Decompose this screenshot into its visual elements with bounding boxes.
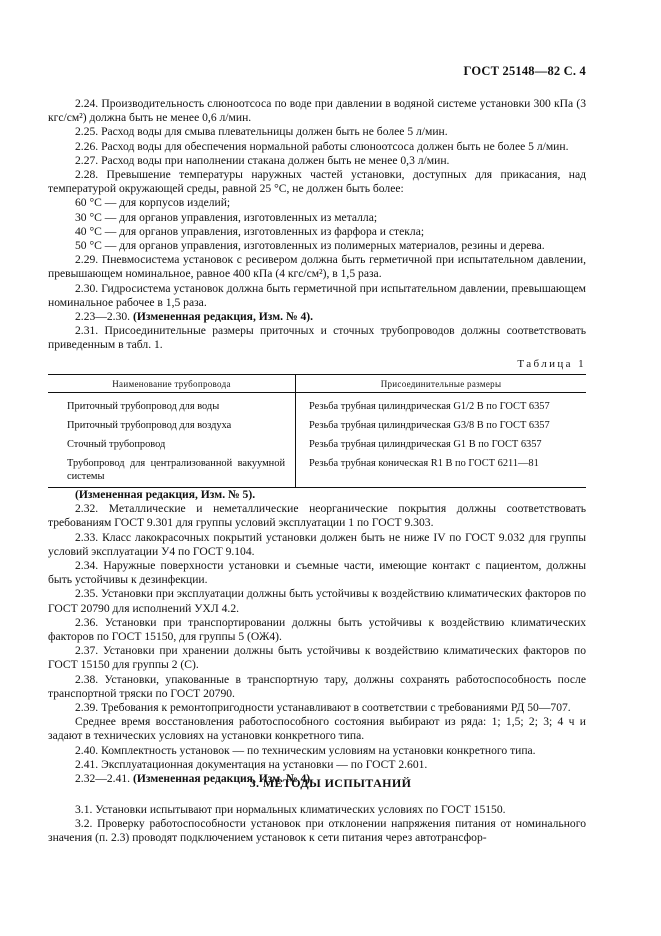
paragraph: 3.1. Установки испытывают при нормальных климатических условиях по ГОСТ 15150.	[75, 803, 506, 816]
paragraph: 40 °С — для органов управления, изготовленных из фарфора и стекла;	[75, 224, 425, 238]
paragraph: 2.35. Установки при эксплуатации должны быть устойчивы к воздействию климатических факторов по ГОСТ 20790 для исполнений УХЛ 4.2.	[48, 587, 586, 615]
paragraph: 30 °С — для органов управления, изготовленных из металла;	[75, 210, 378, 224]
paragraph: 2.24. Производительность слюноотсоса по воде при давлении в водяной системе установки 300 кПа (3 кгс/см²) должна быть не менее 0,6 л/мин.	[48, 97, 586, 125]
amendment-bold: (Измененная редакция, Изм. № 4).	[132, 310, 314, 324]
paragraph: 2.36. Установки при транспортировании должны быть устойчивы к воздействию климатических факторов по ГОСТ 15150, для группы 5 (ОЖ4).	[48, 615, 586, 644]
page-header: ГОСТ 25148—82 С. 4	[463, 64, 586, 78]
paragraph: 3.2. Проверку работоспособности установок при отклонении напряжения питания от номинального значения (п. 2.3) проводят подключением установок к сети питания через автотрансфор-	[48, 817, 586, 845]
section-title: 3. МЕТОДЫ ИСПЫТАНИЙ	[249, 776, 412, 790]
amendment-note: (Измененная редакция, Изм. № 5).	[75, 488, 256, 501]
text-block-top	[48, 97, 586, 353]
paragraph: 2.34. Наружные поверхности установки и съемные части, имеющие контакт с пациентом, должны быть устойчивы к дезинфекции.	[48, 559, 586, 587]
table-cell: Приточный трубопровод для воздуха	[48, 416, 296, 435]
paragraph: 2.32. Металлические и неметаллические неорганические покрытия должны соответствовать требованиям ГОСТ 9.301 для группы условий эксплуатации 1 по ГОСТ 9.303.	[48, 502, 586, 530]
table-cell: Резьба трубная цилиндрическая G1/2 В по ГОСТ 6357	[309, 401, 550, 412]
text-block-bottom	[48, 803, 586, 846]
paragraph: 2.40. Комплектность установок — по техническим условиям на установки конкретного типа.	[75, 743, 536, 757]
paragraph: 2.28. Превышение температуры наружных частей установки, доступных для прикасания, над температурой окружающей среды, равной 25 °С, не должен быть более:	[48, 168, 586, 196]
paragraph: 50 °С — для органов управления, изготовленных из полимерных материалов, резины и дерева.	[75, 239, 545, 253]
paragraph: 60 °С — для корпусов изделий;	[75, 196, 231, 210]
paragraph: 2.38. Установки, упакованные в транспортную тару, должны сохранять работоспособность после транспортной тряски по ГОСТ 20790.	[48, 672, 586, 700]
table-row	[48, 454, 586, 488]
paragraph: 2.30. Гидросистема установок должна быть герметичной при испытательном давлении, превышающем номинальное рабочее в 1,5 раза.	[48, 281, 586, 309]
amendment-bold: (Измененная редакция, Изм. № 4).	[132, 772, 314, 786]
table-caption: Таблица 1	[517, 358, 586, 370]
paragraph: 2.29. Пневмосистема установок с ресивером должна быть герметичной при испытательном давлении, превышающем номинальное, равное 400 кПа (4 кгс/см²), в 1,5 раза.	[48, 253, 586, 281]
amendment-note	[48, 310, 586, 324]
table-row	[48, 416, 586, 435]
paragraph: 2.25. Расход воды для смыва плевательницы должен быть не более 5 л/мин.	[75, 125, 448, 139]
paragraph: 2.41. Эксплуатационная документация на установки — по ГОСТ 2.601.	[75, 757, 428, 771]
table-header: Присоединительные размеры	[296, 375, 587, 393]
amendment-prefix: 2.23—2.30.	[75, 310, 133, 324]
table-cell: Резьба трубная цилиндрическая G1 В по ГОСТ 6357	[309, 439, 542, 450]
table-row	[48, 393, 586, 417]
table-cell: Приточный трубопровод для воды	[48, 393, 296, 417]
paragraph: 2.26. Расход воды для обеспечения нормальной работы слюноотсоса должен быть не более 5 л/мин.	[75, 139, 569, 153]
paragraph: 2.37. Установки при хранении должны быть устойчивы к воздействию климатических факторов по ГОСТ 15150 для группы 2 (С).	[48, 644, 586, 672]
paragraph: 2.33. Класс лакокрасочных покрытий установки должен быть не ниже IV по ГОСТ 9.032 для группы условий эксплуатации У4 по ГОСТ 9.104.	[48, 530, 586, 558]
amendment-prefix: 2.32—2.41.	[75, 772, 133, 786]
table-cell: Сточный трубопровод	[48, 435, 296, 454]
paragraph: 2.27. Расход воды при наполнении стакана должен быть не менее 0,3 л/мин.	[75, 153, 450, 167]
table-cell: Трубопровод для централизованной вакуумной системы	[48, 454, 296, 488]
table-cell: Резьба трубная коническая R1 В по ГОСТ 6211—81	[296, 454, 587, 488]
paragraph: Среднее время восстановления работоспособного состояния выбирают из ряда: 1; 1,5; 2; 3; 4 ч и задают в технических условиях на установки конкретного типа.	[48, 715, 586, 743]
text-block-middle	[48, 488, 586, 786]
paragraph: 2.39. Требования к ремонтопригодности устанавливают в соответствии с требованиями РД 50—707.	[75, 701, 571, 715]
table-cell: Резьба трубная цилиндрическая G3/8 В по ГОСТ 6357	[309, 420, 550, 431]
paragraph: 2.31. Присоединительные размеры приточных и сточных трубопроводов должны соответствовать приведенным в табл. 1.	[48, 324, 586, 352]
pipeline-table	[48, 374, 586, 488]
table-header: Наименование трубопровода	[48, 375, 296, 393]
table-row	[48, 435, 586, 454]
